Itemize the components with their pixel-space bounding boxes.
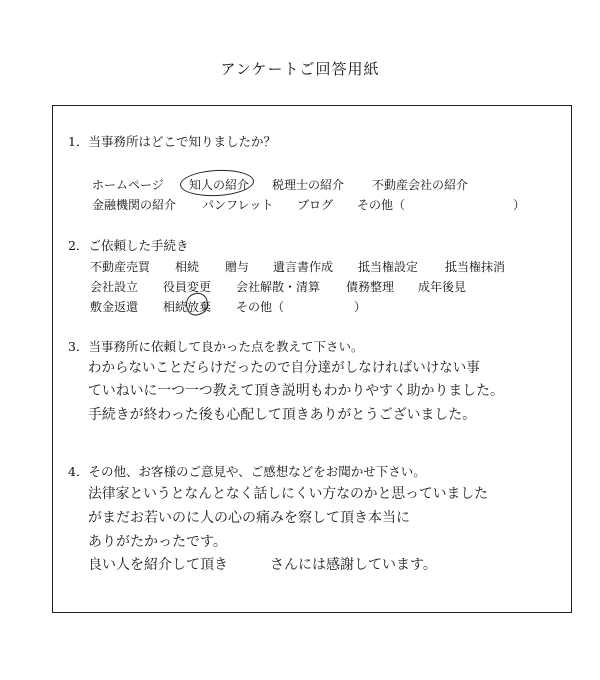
answer-3-line-3: 手続きが終わった後も心配して頂きありがとうございました。: [88, 407, 476, 423]
option-mortgage-cancellation[interactable]: 抵当権抹消: [445, 260, 506, 274]
option-company-establishment[interactable]: 会社設立: [90, 280, 139, 294]
option-adult-guardianship[interactable]: 成年後見: [418, 280, 467, 294]
option-financial-institution[interactable]: 金融機関の紹介: [92, 198, 177, 212]
question-1-heading: 1．当事務所はどこで知りましたか？: [68, 134, 276, 149]
answer-3-line-1: わからないことだらけだったので自分達がしなければいけない事: [88, 360, 480, 376]
option-acquaintance-referral[interactable]: 知人の紹介: [189, 178, 250, 192]
option-real-estate-referral[interactable]: 不動産会社の紹介: [372, 178, 469, 192]
answer-4-line-2: がまだお若いのに人の心の痛みを察して頂き本当に: [88, 510, 410, 526]
option-inheritance-renunciation[interactable]: 相続放棄: [163, 300, 212, 314]
option-debt-consolidation[interactable]: 債務整理: [346, 280, 395, 294]
answer-4-line-3: ありがたかったです。: [88, 534, 227, 550]
option-tax-accountant-referral[interactable]: 税理士の紹介: [272, 178, 345, 192]
form-title: アンケートご回答用紙: [220, 60, 380, 78]
question-3-heading: 3．当事務所に依頼して良かった点を教えて下さい。: [68, 339, 364, 354]
option-inheritance[interactable]: 相続: [175, 260, 200, 274]
answer-4-line-4: 良い人を紹介して頂き さんには感謝しています。: [88, 557, 437, 573]
option-other[interactable]: その他（: [357, 198, 406, 212]
answer-4-line-1: 法律家というとなんとなく話しにくい方なのかと思っていました: [88, 486, 488, 502]
option-other-close-paren: ）: [513, 198, 526, 212]
option-pamphlet[interactable]: パンフレット: [202, 198, 274, 212]
option-homepage[interactable]: ホームページ: [92, 178, 164, 192]
option-other[interactable]: その他（: [236, 300, 285, 314]
option-will-drafting[interactable]: 遺言書作成: [273, 260, 334, 274]
option-gift[interactable]: 贈与: [225, 260, 250, 274]
question-4-heading: 4．その他、お客様のご意見や、ご感想などをお聞かせ下さい。: [68, 464, 426, 479]
option-officer-change[interactable]: 役員変更: [163, 280, 212, 294]
option-other-close-paren: ）: [354, 300, 367, 314]
question-2-heading: 2．ご依頼した手続き: [68, 238, 189, 253]
option-deposit-return[interactable]: 敷金返還: [90, 300, 139, 314]
option-mortgage-setting[interactable]: 抵当権設定: [358, 260, 419, 274]
option-real-estate-sale[interactable]: 不動産売買: [90, 260, 151, 274]
answer-3-line-2: ていねいに一つ一つ教えて頂き説明もわかりやすく助かりました。: [88, 383, 504, 399]
option-blog[interactable]: ブログ: [297, 198, 334, 212]
option-company-dissolution[interactable]: 会社解散・清算: [236, 280, 321, 294]
